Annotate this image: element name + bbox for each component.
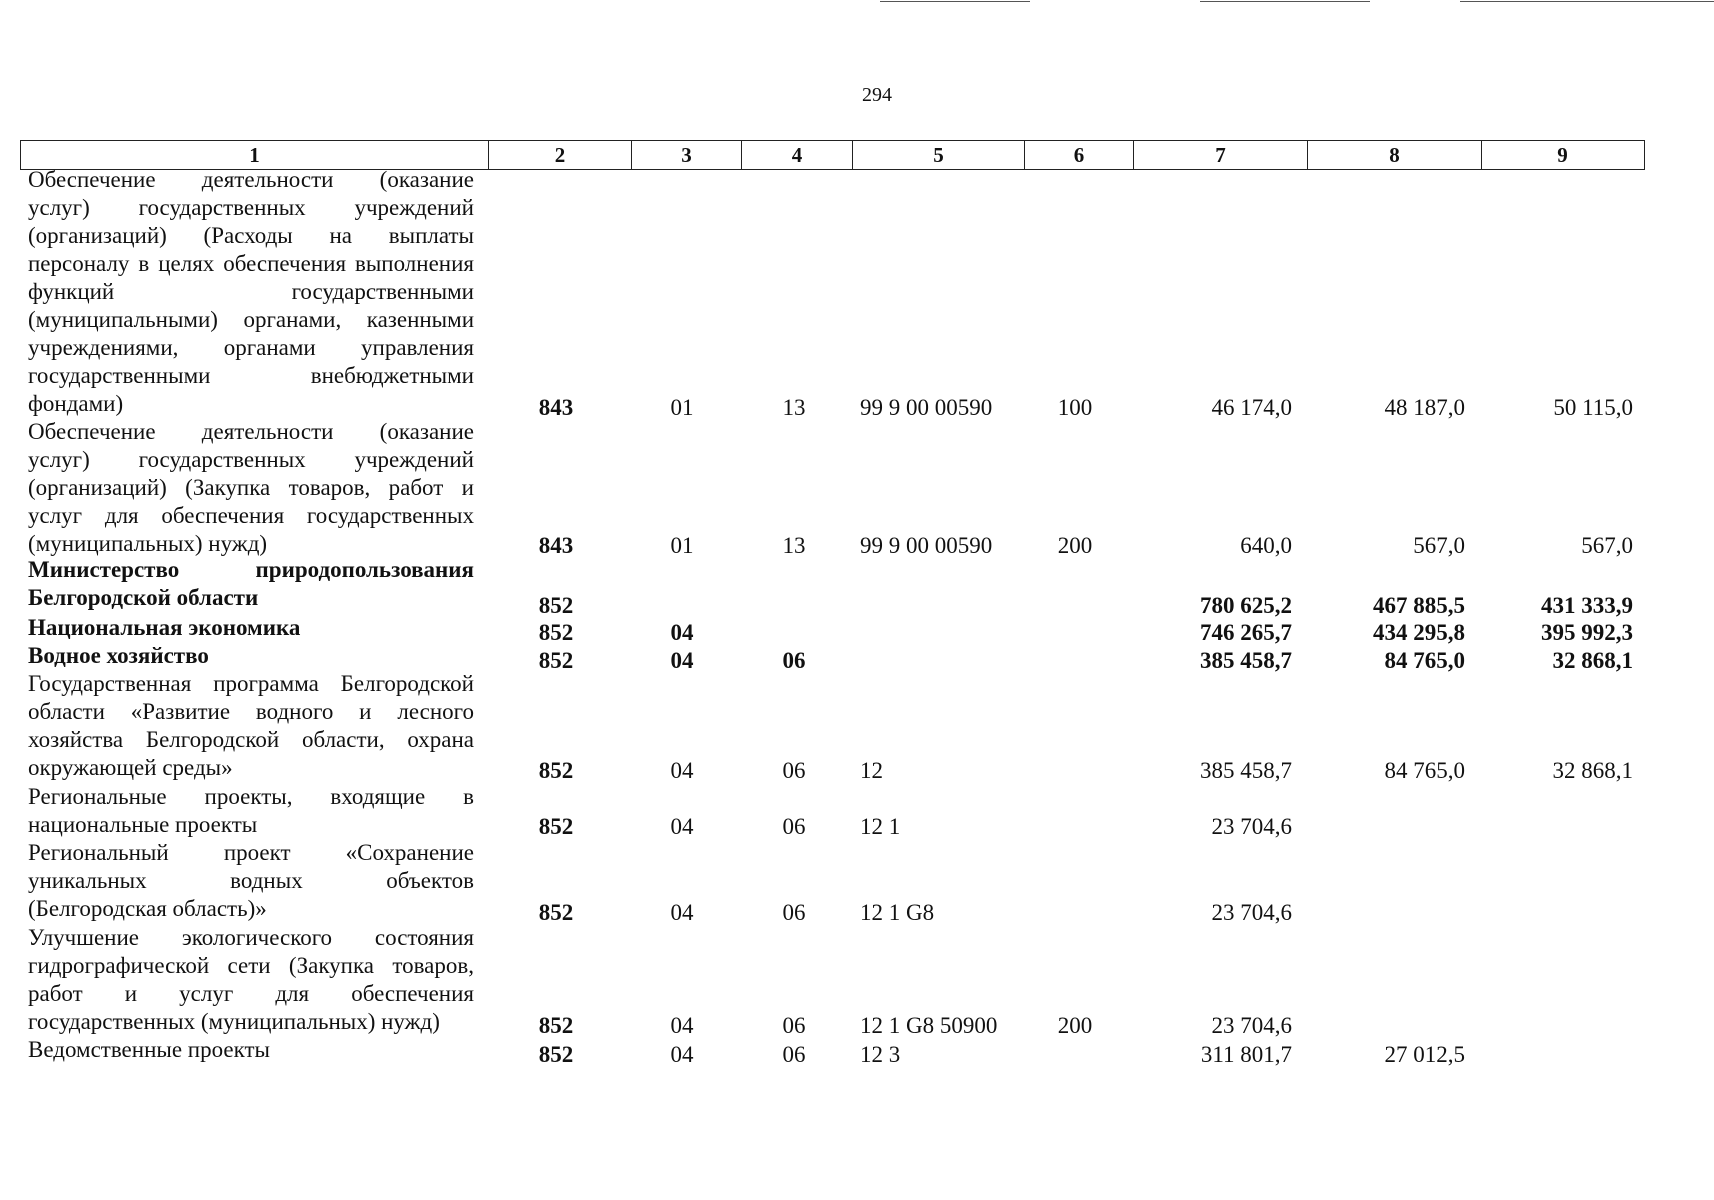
cell-c3: 01 (670, 533, 694, 558)
cell-c7: 23 704,6 (1211, 814, 1292, 839)
scan-edge-line (880, 1, 1030, 2)
cell-c4: 13 (782, 533, 806, 558)
cell-c9: 32 868,1 (1552, 648, 1633, 673)
cell-c8: 48 187,0 (1384, 395, 1465, 420)
cell-c6: 200 (1057, 1013, 1093, 1038)
cell-c2: 852 (538, 593, 574, 618)
cell-c5: 12 1 G8 50900 (860, 1013, 998, 1038)
row-description-line: хозяйства Белгородской области, охрана (28, 727, 474, 752)
cell-c6: 100 (1057, 395, 1093, 420)
cell-c7: 385 458,7 (1200, 648, 1292, 673)
cell-c2: 852 (538, 814, 574, 839)
column-header: 5 (853, 141, 1025, 169)
cell-c4: 06 (782, 900, 806, 925)
cell-c2: 843 (538, 533, 574, 558)
row-description-line: Ведомственные проекты (28, 1037, 270, 1062)
cell-c3: 04 (670, 620, 694, 645)
cell-c4: 06 (782, 814, 806, 839)
cell-c3: 04 (670, 1013, 694, 1038)
cell-c3: 04 (670, 758, 694, 783)
row-description-line: государственными внебюджетными (28, 363, 474, 388)
scan-edge-line (1200, 1, 1370, 2)
cell-c7: 311 801,7 (1200, 1042, 1292, 1067)
cell-c4: 06 (782, 758, 806, 783)
column-header: 6 (1025, 141, 1134, 169)
row-description-line: (организаций) (Закупка товаров, работ и (28, 475, 474, 500)
column-header: 8 (1308, 141, 1482, 169)
column-header: 3 (632, 141, 742, 169)
row-description-line: Улучшение экологического состояния (28, 925, 474, 950)
cell-c2: 852 (538, 648, 574, 673)
cell-c9: 395 992,3 (1541, 620, 1633, 645)
row-description-line: (организаций) (Расходы на выплаты (28, 223, 474, 248)
cell-c2: 843 (538, 395, 574, 420)
row-description-line: окружающей среды» (28, 755, 233, 780)
cell-c3: 04 (670, 900, 694, 925)
cell-c7: 780 625,2 (1200, 593, 1292, 618)
row-description-line: функций государственными (28, 279, 474, 304)
cell-c7: 385 458,7 (1200, 758, 1292, 783)
column-header: 4 (742, 141, 853, 169)
cell-c9: 567,0 (1581, 533, 1633, 558)
row-description-line: Региональный проект «Сохранение (28, 840, 474, 865)
cell-c5: 99 9 00 00590 (860, 533, 993, 558)
column-header: 1 (21, 141, 489, 169)
row-description-line: уникальных водных объектов (28, 868, 474, 893)
row-description-line: Национальная экономика (28, 615, 301, 640)
cell-c2: 852 (538, 758, 574, 783)
cell-c3: 04 (670, 648, 694, 673)
column-header: 7 (1134, 141, 1308, 169)
row-description-line: (муниципальными) органами, казенными (28, 307, 474, 332)
row-description-line: Белгородской области (28, 585, 259, 610)
row-description-line: Обеспечение деятельности (оказание (28, 167, 474, 192)
cell-c5: 12 (860, 758, 883, 783)
cell-c8: 84 765,0 (1384, 758, 1465, 783)
row-description-line: учреждениями, органами управления (28, 335, 474, 360)
cell-c2: 852 (538, 900, 574, 925)
cell-c4: 06 (782, 1013, 806, 1038)
cell-c8: 567,0 (1413, 533, 1465, 558)
cell-c7: 746 265,7 (1200, 620, 1292, 645)
cell-c5: 99 9 00 00590 (860, 395, 993, 420)
cell-c9: 431 333,9 (1541, 593, 1633, 618)
row-description-line: национальные проекты (28, 812, 258, 837)
page-number: 294 (862, 84, 892, 106)
cell-c2: 852 (538, 1042, 574, 1067)
row-description-line: Обеспечение деятельности (оказание (28, 419, 474, 444)
row-description-line: услуг для обеспечения государственных (28, 503, 474, 528)
row-description-line: персоналу в целях обеспечения выполнения (28, 251, 474, 276)
cell-c6: 200 (1057, 533, 1093, 558)
cell-c8: 467 885,5 (1373, 593, 1465, 618)
cell-c8: 434 295,8 (1373, 620, 1465, 645)
row-description-line: гидрографической сети (Закупка товаров, (28, 953, 474, 978)
cell-c5: 12 1 G8 (860, 900, 935, 925)
row-description-line: услуг) государственных учреждений (28, 447, 474, 472)
row-description-line: (муниципальных) нужд) (28, 531, 268, 556)
cell-c7: 23 704,6 (1211, 900, 1292, 925)
cell-c5: 12 3 (860, 1042, 901, 1067)
cell-c8: 27 012,5 (1384, 1042, 1465, 1067)
row-description-line: Министерство природопользования (28, 557, 474, 582)
cell-c7: 46 174,0 (1211, 395, 1292, 420)
row-description-line: работ и услуг для обеспечения (28, 981, 474, 1006)
row-description-line: услуг) государственных учреждений (28, 195, 474, 220)
cell-c9: 32 868,1 (1552, 758, 1633, 783)
row-description-line: области «Развитие водного и лесного (28, 699, 474, 724)
scan-edge-line (1460, 1, 1714, 2)
column-header: 2 (489, 141, 632, 169)
cell-c9: 50 115,0 (1553, 395, 1633, 420)
row-description-line: государственных (муниципальных) нужд) (28, 1009, 440, 1034)
cell-c3: 01 (670, 395, 694, 420)
cell-c4: 06 (782, 648, 806, 673)
row-description-line: фондами) (28, 391, 124, 416)
cell-c5: 12 1 (860, 814, 901, 839)
cell-c3: 04 (670, 814, 694, 839)
cell-c4: 13 (782, 395, 806, 420)
cell-c3: 04 (670, 1042, 694, 1067)
row-description-line: Водное хозяйство (28, 643, 209, 668)
row-description-line: (Белгородская область)» (28, 896, 267, 921)
row-description-line: Государственная программа Белгородской (28, 671, 474, 696)
cell-c4: 06 (782, 1042, 806, 1067)
cell-c7: 23 704,6 (1211, 1013, 1292, 1038)
column-header: 9 (1557, 143, 1568, 167)
cell-c8: 84 765,0 (1384, 648, 1465, 673)
cell-c2: 852 (538, 1013, 574, 1038)
cell-c7: 640,0 (1240, 533, 1292, 558)
cell-c2: 852 (538, 620, 574, 645)
row-description-line: Региональные проекты, входящие в (28, 784, 474, 809)
